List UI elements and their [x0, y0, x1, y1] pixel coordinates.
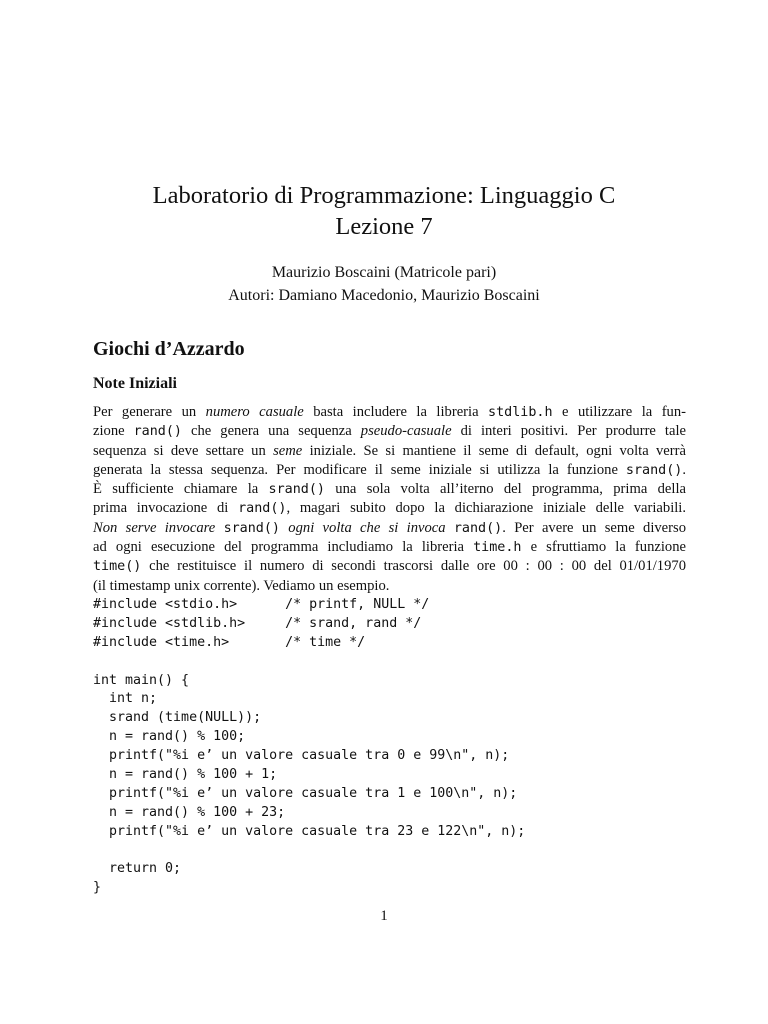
code-line: n = rand() % 100 + 1;	[93, 767, 278, 783]
code-line: printf("%i e’ un valore casuale tra 0 e 99\n", n);	[93, 748, 510, 764]
code-line: #include <time.h> /* time */	[93, 634, 366, 650]
code-line	[93, 842, 525, 861]
paragraph-line: (il timestamp unix corrente). Vediamo un esempio.	[93, 577, 390, 594]
paragraph-line: time() che restituisce il numero di secondi trascorsi dalle ore 00 : 00 : 00 del 01/01/1970	[93, 558, 686, 575]
subsection-heading: Note Iniziali	[93, 375, 177, 392]
code-line: return 0;	[93, 861, 182, 877]
code-line: printf("%i e’ un valore casuale tra 23 e 122\n", n);	[93, 823, 526, 839]
paragraph-line: prima invocazione di rand(), magari subito dopo la dichiarazione iniziale delle variabili.	[93, 500, 687, 517]
paragraph-line: ad ogni esecuzione del programma includiamo la libreria time.h e sfruttiamo la funzione	[93, 539, 686, 556]
paragraph-line: sequenza si deve settare un seme iniziale. Se si mantiene il seme di default, ogni volta verrà	[93, 442, 686, 459]
code-line: int n;	[93, 691, 158, 707]
code-line: printf("%i e’ un valore casuale tra 1 e 100\n", n);	[93, 785, 518, 801]
paragraph-line: zione rand() che genera una sequenza pseudo-casuale di interi positivi. Per produrre tale	[93, 423, 686, 440]
author-line-1: Maurizio Boscaini (Matricole pari)	[271, 264, 497, 281]
code-line: #include <stdio.h> /* printf, NULL */	[93, 597, 430, 612]
code-line: n = rand() % 100;	[93, 729, 246, 745]
author-line-2: Autori: Damiano Macedonio, Maurizio Boscaini	[228, 287, 540, 304]
paragraph-line: Non serve invocare srand() ogni volta che si invoca rand(). Per avere un seme diverso	[93, 519, 686, 536]
code-line	[93, 653, 525, 672]
section-heading: Giochi d’Azzardo	[93, 338, 245, 360]
paragraph-line: È sufficiente chiamare la srand() una sola volta all’iterno del programma, prima della	[93, 481, 686, 498]
code-line: #include <stdlib.h> /* srand, rand */	[93, 615, 422, 631]
page-number: 1	[380, 908, 388, 924]
author-block	[60, 261, 708, 307]
title-line-1: Laboratorio di Programmazione: Linguaggio C	[152, 182, 616, 209]
code-line: }	[93, 880, 102, 896]
document-title	[60, 180, 708, 242]
paragraph-line: Per generare un numero casuale basta includere la libreria stdlib.h e utilizzare la fun-	[93, 404, 687, 420]
title-line-2: Lezione 7	[335, 213, 433, 240]
code-line: srand (time(NULL));	[93, 710, 262, 726]
code-listing	[93, 596, 525, 898]
paragraph-line: generata la stessa sequenza. Per modificare il seme iniziale si utilizza la funzione srand().	[93, 461, 686, 478]
code-line: n = rand() % 100 + 23;	[93, 804, 286, 820]
code-line: int main() {	[93, 672, 190, 688]
body-paragraph	[93, 403, 686, 596]
